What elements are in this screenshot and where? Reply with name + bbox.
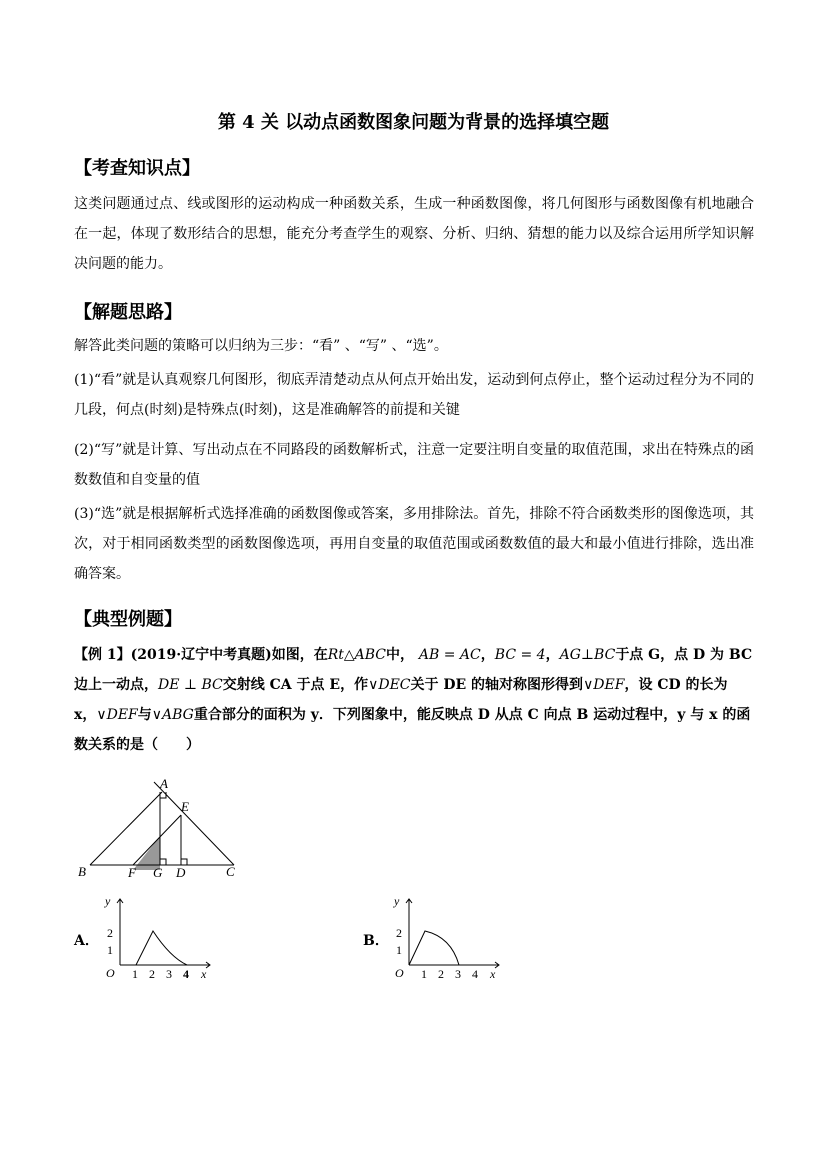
x-axis-label: x (201, 967, 207, 981)
example-text: 交射线 CA 于点 E，作 (222, 677, 369, 693)
x-tick-label: 1 (132, 967, 138, 981)
option-a-graph (100, 893, 220, 985)
x-tick-label: 4 (472, 967, 478, 981)
y-axis-label: y (394, 894, 400, 908)
page-title: 第 4 关 以动点函数图象问题为背景的选择填空题 (217, 112, 610, 133)
section-heading-knowledge: 【考查知识点】 (74, 158, 200, 179)
math-perpendicular: DE ⊥ BC (158, 677, 223, 693)
label-c: C (226, 864, 235, 879)
example-text: 于点 G，点 D 为 BC 边上一动点， (74, 647, 753, 693)
math-equation: AB = AC (418, 647, 481, 663)
function-curve (120, 931, 187, 965)
approach-intro: 解答此类问题的策略可以归纳为三步：“看” 、“写” 、“选”。 (74, 338, 448, 354)
origin-label: O (395, 966, 404, 980)
x-tick-label: 2 (438, 967, 444, 981)
x-tick-label: 4 (183, 967, 189, 981)
option-a-label[interactable]: A． (74, 933, 99, 949)
math-triangle: ∨ABG (151, 707, 194, 723)
math-perpendicular: AG⊥BC (559, 647, 616, 663)
function-curve (409, 931, 459, 965)
example-text: ， (480, 647, 495, 663)
example-1-text (74, 640, 754, 760)
example-text: 与 (137, 707, 152, 723)
math-triangle: Rt△ABC (327, 647, 387, 663)
section-heading-examples: 【典型例题】 (74, 609, 182, 630)
x-axis-label: x (490, 967, 496, 981)
section-heading-approach: 【解题思路】 (74, 302, 182, 323)
knowledge-paragraph: 这类问题通过点、线或图形的运动构成一种函数关系，生成一种函数图像，将几何图形与函数图像有机地融合在一起，体现了数形结合的思想，能充分考查学生的观察、分析、归纳、猜想的能力以及综合运用所学知识解决问题的能力。 (74, 196, 754, 272)
x-tick-label: 1 (421, 967, 427, 981)
label-b: B (78, 864, 86, 879)
example-text: 重合部分的面积为 y．下列图象中，能反映点 D 从点 C 向点 B 运动过程中，y 与 x 的函数关系的是（ ） (74, 707, 751, 753)
y-tick-label: 1 (107, 943, 113, 957)
label-e: E (181, 799, 189, 814)
x-tick-label: 2 (149, 967, 155, 981)
x-tick-label: 3 (166, 967, 172, 981)
y-tick-label: 2 (396, 926, 402, 940)
step-3: (3)“选”就是根据解析式选择准确的函数图像或答案，多用排除法。首先，排除不符合函数类形的图像选项，其次，对于相同函数类型的函数图像选项，再用自变量的取值范围或函数数值的最大和最小值进行排除，选出准确答案。 (74, 506, 754, 582)
label-d: D (176, 865, 186, 880)
example-label: 【例 1】 (74, 647, 131, 663)
label-f: F (128, 865, 136, 880)
example-text: ， (545, 647, 560, 663)
example-text: 关于 DE 的轴对称图形得到 (410, 677, 584, 693)
math-triangle: ∨DEF (583, 677, 625, 693)
step-1: (1)“看”就是认真观察几何图形，彻底弄清楚动点从何点开始出发，运动到何点停止，整个运动过程分为不同的几段，何点(时刻)是特殊点(时刻)，这是准确解答的前提和关键 (74, 372, 754, 418)
option-b-graph (389, 893, 509, 985)
option-b-label[interactable]: B． (363, 933, 389, 949)
x-tick-label: 3 (455, 967, 461, 981)
math-triangle: ∨DEF (96, 707, 138, 723)
example-source: (2019·辽宁中考真题) (130, 647, 272, 663)
origin-label: O (106, 966, 115, 980)
math-triangle: ∨DEC (368, 677, 411, 693)
y-axis-label: y (105, 894, 111, 908)
step-2: (2)“写”就是计算、写出动点在不同路段的函数解析式，注意一定要注明自变量的取值范围，求出在特殊点的函数数值和自变量的值 (74, 442, 754, 488)
example-text: 中， (386, 647, 415, 663)
triangle-figure (74, 778, 254, 882)
y-tick-label: 2 (107, 926, 113, 940)
example-text: ，设 CD 的长为 x， (74, 677, 728, 723)
y-tick-label: 1 (396, 943, 402, 957)
label-g: G (153, 865, 163, 880)
example-text: 如图，在 (271, 647, 328, 663)
math-equation: BC = 4 (494, 647, 546, 663)
label-a: A (160, 778, 168, 791)
